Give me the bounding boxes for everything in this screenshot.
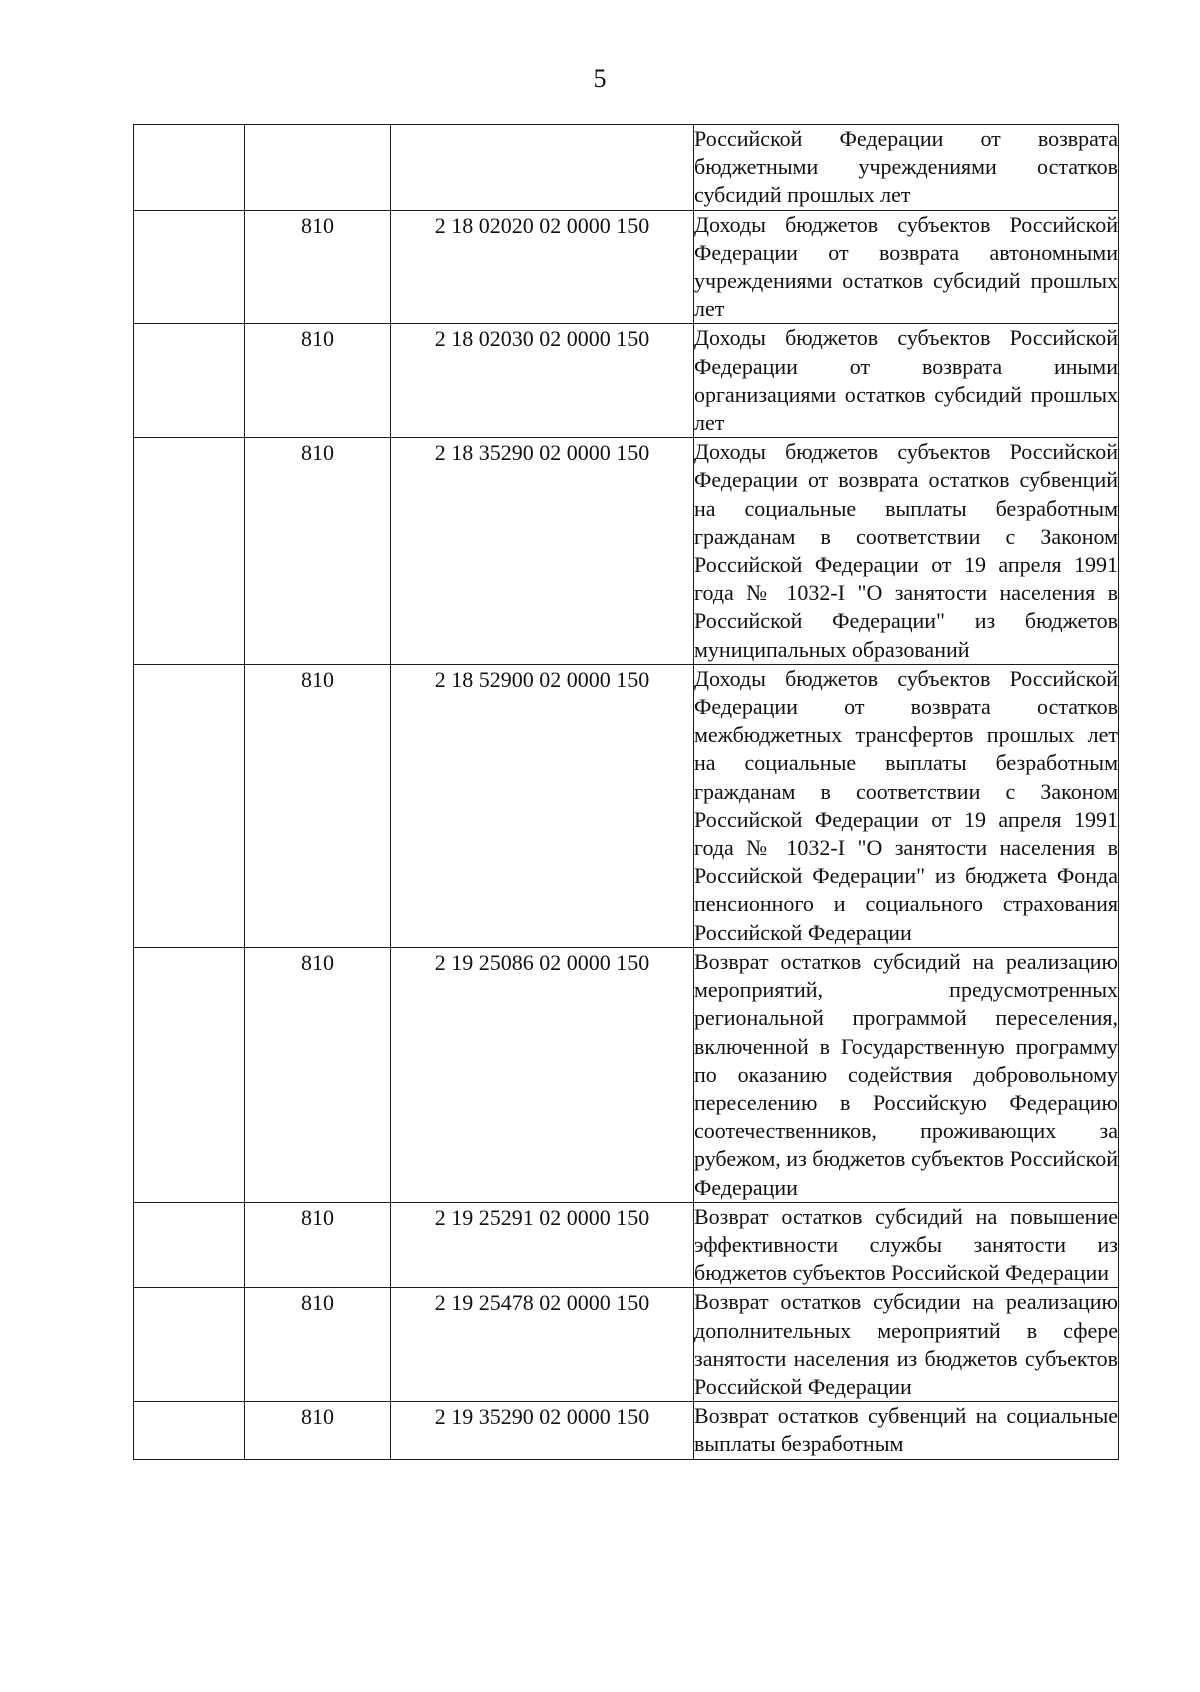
table-row (134, 947, 1119, 1202)
kbk-code-cell (391, 125, 694, 211)
table-row (134, 1288, 1119, 1402)
table-row (134, 125, 1119, 211)
description-cell: Доходы бюджетов субъектов Российской Федерации от возврата автономными учреждениями остатков субсидий прошлых лет (694, 210, 1119, 324)
empty-cell (134, 1402, 245, 1459)
admin-code-cell: 810 (245, 1202, 391, 1288)
kbk-code-cell: 2 18 02030 02 0000 150 (391, 324, 694, 438)
table-row (134, 324, 1119, 438)
description-cell: Российской Федерации от возврата бюджетными учреждениями остатков субсидий прошлых лет (694, 125, 1119, 211)
empty-cell (134, 1288, 245, 1402)
kbk-code-cell: 2 19 35290 02 0000 150 (391, 1402, 694, 1459)
kbk-code-cell: 2 19 25478 02 0000 150 (391, 1288, 694, 1402)
table-row (134, 1402, 1119, 1459)
admin-code-cell: 810 (245, 1402, 391, 1459)
admin-code-cell: 810 (245, 438, 391, 665)
admin-code-cell: 810 (245, 324, 391, 438)
description-cell: Возврат остатков субвенций на социальные выплаты безработным (694, 1402, 1119, 1459)
admin-code-cell: 810 (245, 210, 391, 324)
description-cell: Возврат остатков субсидий на реализацию мероприятий, предусмотренных региональной программой переселения, включенной в Государственную программу по оказанию содействия добровольному переселению в Российскую Федерацию соотечественников, проживающих за рубежом, из бюджетов субъектов Российской Федерации (694, 947, 1119, 1202)
admin-code-cell: 810 (245, 664, 391, 947)
empty-cell (134, 664, 245, 947)
empty-cell (134, 324, 245, 438)
kbk-code-cell: 2 18 35290 02 0000 150 (391, 438, 694, 665)
empty-cell (134, 947, 245, 1202)
admin-code-cell: 810 (245, 947, 391, 1202)
budget-code-table (133, 124, 1119, 1460)
page-number: 5 (593, 64, 607, 93)
empty-cell (134, 438, 245, 665)
kbk-code-cell: 2 19 25086 02 0000 150 (391, 947, 694, 1202)
kbk-code-cell: 2 18 52900 02 0000 150 (391, 664, 694, 947)
empty-cell (134, 125, 245, 211)
description-cell: Возврат остатков субсидии на реализацию дополнительных мероприятий в сфере занятости населения из бюджетов субъектов Российской Федерации (694, 1288, 1119, 1402)
admin-code-cell: 810 (245, 1288, 391, 1402)
table-row (134, 210, 1119, 324)
empty-cell (134, 1202, 245, 1288)
table-row (134, 438, 1119, 665)
table-row (134, 664, 1119, 947)
description-cell: Доходы бюджетов субъектов Российской Федерации от возврата иными организациями остатков субсидий прошлых лет (694, 324, 1119, 438)
description-cell: Доходы бюджетов субъектов Российской Федерации от возврата остатков субвенций на социальные выплаты безработным гражданам в соответствии с Законом Российской Федерации от 19 апреля 1991 года № 1032-I "О занятости населения в Российской Федерации" из бюджетов муниципальных образований (694, 438, 1119, 665)
kbk-code-cell: 2 18 02020 02 0000 150 (391, 210, 694, 324)
admin-code-cell (245, 125, 391, 211)
kbk-code-cell: 2 19 25291 02 0000 150 (391, 1202, 694, 1288)
table-row (134, 1202, 1119, 1288)
empty-cell (134, 210, 245, 324)
description-cell: Возврат остатков субсидий на повышение эффективности службы занятости из бюджетов субъектов Российской Федерации (694, 1202, 1119, 1288)
description-cell: Доходы бюджетов субъектов Российской Федерации от возврата остатков межбюджетных трансфертов прошлых лет на социальные выплаты безработным гражданам в соответствии с Законом Российской Федерации от 19 апреля 1991 года № 1032-I "О занятости населения в Российской Федерации" из бюджета Фонда пенсионного и социального страхования Российской Федерации (694, 664, 1119, 947)
